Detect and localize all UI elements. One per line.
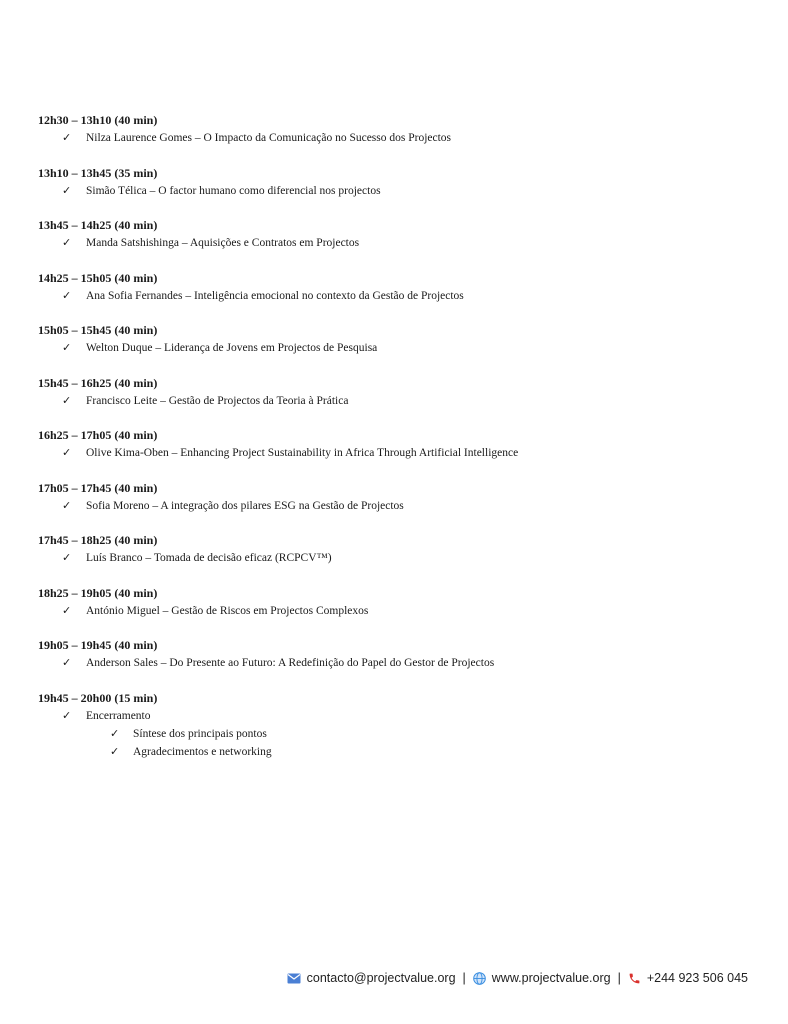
- check-icon: ✓: [62, 184, 72, 197]
- agenda-item: [38, 654, 758, 672]
- footer-separator: |: [462, 971, 466, 985]
- slot-time: 19h45 – 20h00 (15 min): [38, 690, 158, 705]
- slot-time: 15h45 – 16h25 (40 min): [38, 375, 158, 390]
- agenda-item: [38, 234, 758, 252]
- email-address[interactable]: contacto@projectvalue.org: [306, 971, 456, 985]
- agenda-item-text: António Miguel – Gestão de Riscos em Projectos Complexos: [86, 604, 369, 617]
- agenda-item-text: Olive Kima-Oben – Enhancing Project Sustainability in Africa Through Artificial Intelligence: [86, 447, 519, 459]
- check-icon: ✓: [62, 657, 72, 669]
- agenda-item-text: Manda Satshishinga – Aquisições e Contratos em Projectos: [86, 237, 360, 249]
- agenda-slot: [38, 636, 758, 672]
- slot-time: 17h05 – 17h45 (40 min): [38, 480, 158, 495]
- agenda-subitem: [38, 743, 758, 761]
- agenda-list: [38, 111, 758, 777]
- agenda-slot: [38, 426, 758, 462]
- agenda-item: [38, 549, 758, 567]
- agenda-item-text: Ana Sofia Fernandes – Inteligência emocional no contexto da Gestão de Projectos: [86, 289, 464, 302]
- agenda-item: [38, 129, 758, 147]
- agenda-slot: [38, 321, 758, 357]
- agenda-item-text: Simão Télica – O factor humano como diferencial nos projectos: [86, 184, 381, 197]
- check-icon: ✓: [62, 342, 72, 354]
- agenda-item: [38, 497, 758, 515]
- agenda-slot: [38, 164, 758, 200]
- agenda-item: [38, 707, 758, 725]
- agenda-item-text: Sofia Moreno – A integração dos pilares ESG na Gestão de Projectos: [86, 499, 404, 512]
- slot-time: 18h25 – 19h05 (40 min): [38, 585, 158, 600]
- agenda-item: [38, 182, 758, 200]
- slot-time: 19h05 – 19h45 (40 min): [38, 638, 158, 652]
- agenda-slot: [38, 269, 758, 305]
- check-icon: ✓: [62, 132, 72, 144]
- agenda-item-text: Welton Duque – Liderança de Jovens em Projectos de Pesquisa: [86, 342, 378, 354]
- agenda-item-text: Francisco Leite – Gestão de Projectos da Teoria à Prática: [86, 394, 349, 407]
- agenda-slot: [38, 374, 758, 410]
- agenda-item-text: Nilza Laurence Gomes – O Impacto da Comunicação no Sucesso dos Projectos: [86, 132, 452, 144]
- email-icon: [287, 973, 301, 984]
- agenda-slot: [38, 531, 758, 567]
- agenda-item-text: Encerramento: [86, 709, 151, 722]
- contact-footer: [287, 971, 748, 985]
- slot-time: 14h25 – 15h05 (40 min): [38, 270, 158, 285]
- agenda-subitem: [38, 725, 758, 743]
- check-icon: ✓: [62, 394, 72, 407]
- agenda-item: [38, 287, 758, 305]
- check-icon: ✓: [62, 289, 72, 302]
- check-icon: ✓: [62, 604, 72, 617]
- slot-time: 13h10 – 13h45 (35 min): [38, 165, 158, 180]
- check-icon: ✓: [62, 237, 72, 249]
- slot-time: 13h45 – 14h25 (40 min): [38, 218, 158, 232]
- check-icon: ✓: [62, 709, 72, 722]
- agenda-item: [38, 602, 758, 620]
- slot-time: 12h30 – 13h10 (40 min): [38, 113, 158, 127]
- agenda-item-text: Anderson Sales – Do Presente ao Futuro: A Redefinição do Papel do Gestor de Projectos: [86, 657, 495, 669]
- website-link[interactable]: www.projectvalue.org: [491, 971, 611, 985]
- agenda-slot: [38, 584, 758, 620]
- check-icon: ✓: [62, 499, 72, 512]
- agenda-slot: [38, 479, 758, 515]
- agenda-item: [38, 339, 758, 357]
- globe-icon: [473, 972, 486, 985]
- agenda-slot: [38, 111, 758, 147]
- check-icon: ✓: [62, 447, 72, 459]
- agenda-subitem-text: Síntese dos principais pontos: [133, 727, 267, 740]
- agenda-slot: [38, 216, 758, 252]
- check-icon: ✓: [62, 552, 72, 564]
- agenda-item: [38, 444, 758, 462]
- agenda-item-text: Luís Branco – Tomada de decisão eficaz (RCPCV™): [86, 552, 332, 564]
- phone-icon: [628, 972, 641, 985]
- check-icon: ✓: [110, 727, 120, 740]
- slot-time: 17h45 – 18h25 (40 min): [38, 533, 158, 547]
- slot-time: 15h05 – 15h45 (40 min): [38, 323, 158, 337]
- agenda-slot: [38, 689, 758, 761]
- agenda-item: [38, 392, 758, 410]
- footer-separator: |: [617, 971, 621, 985]
- slot-time: 16h25 – 17h05 (40 min): [38, 428, 158, 442]
- check-icon: ✓: [110, 745, 120, 758]
- phone-number[interactable]: +244 923 506 045: [646, 971, 748, 985]
- agenda-subitem-text: Agradecimentos e networking: [133, 745, 272, 758]
